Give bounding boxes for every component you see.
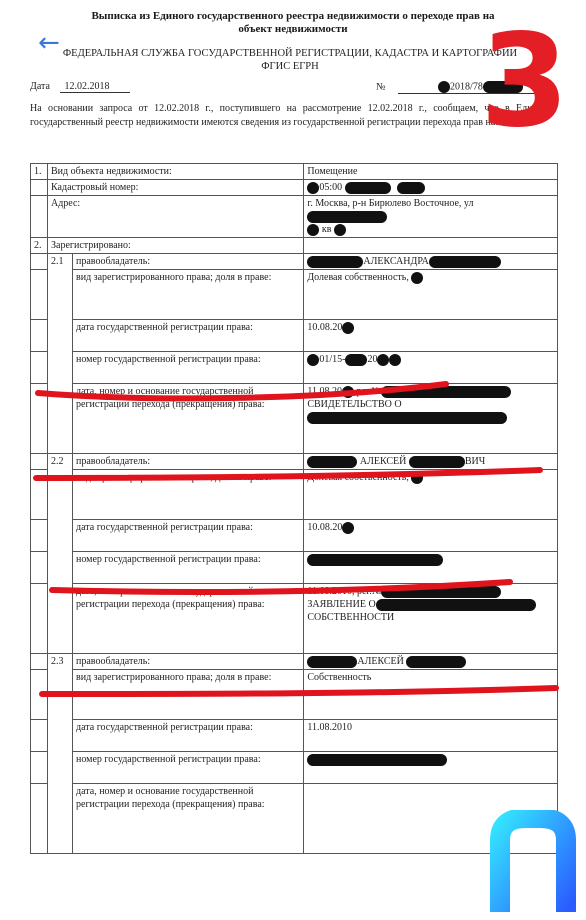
right-type-value: Долевая собственность,	[307, 272, 409, 283]
table-row	[31, 384, 558, 454]
row-label: правообладатель:	[73, 254, 304, 270]
basis-document-2: СОБСТВЕННОСТИ	[307, 612, 395, 623]
row-value	[304, 654, 558, 670]
redaction-mark	[429, 256, 501, 268]
subsection-number: 2.1	[48, 254, 73, 454]
row-value	[304, 384, 558, 454]
row-value	[304, 180, 558, 196]
address-tail: кв	[321, 224, 332, 235]
row-value	[304, 254, 558, 270]
redaction-mark	[334, 224, 346, 236]
row-value: 11.08.2010	[304, 720, 558, 752]
table-row	[31, 720, 558, 752]
redaction-mark	[389, 354, 401, 366]
holder-suffix: ВИЧ	[464, 456, 486, 467]
redaction-mark	[307, 256, 363, 268]
redaction-mark	[307, 354, 319, 366]
row-value	[304, 320, 558, 352]
row-label: вид зарегистрированного права; доля в праве:	[73, 470, 304, 520]
tiktok-style-p-logo-icon	[486, 810, 578, 916]
row-label: Вид объекта недвижимости:	[48, 164, 304, 180]
basis-reg: рег.№	[356, 386, 381, 397]
redaction-mark	[307, 754, 447, 766]
row-value	[304, 352, 558, 384]
overlay-digit: 3	[480, 7, 570, 156]
redaction-mark	[342, 322, 354, 334]
redaction-mark	[307, 412, 507, 424]
right-type-value: Долевая собственность,	[307, 472, 409, 483]
row-value	[304, 520, 558, 552]
table-row	[31, 520, 558, 552]
basis-date: 11.08.2010, рег.№	[307, 586, 382, 597]
arrow-left-icon[interactable]: ←	[38, 28, 60, 58]
table-row	[31, 164, 558, 180]
redaction-mark	[411, 472, 423, 484]
intro-paragraph: На основании запроса от 12.02.2018 г., поступившего на рассмотрение 12.02.2018 г., сообщаем, что в Единый государственный реестр недвижимости имеются сведения из государственной регистрации перехода прав на:	[30, 103, 550, 128]
extract-table	[30, 163, 558, 854]
table-row	[31, 552, 558, 584]
reg-date-value: 10.08.20	[307, 522, 343, 533]
row-label: номер государственной регистрации права:	[73, 752, 304, 784]
holder-name: АЛЕКСАНДРА	[363, 256, 429, 267]
number-label: №	[376, 81, 386, 93]
redaction-mark	[397, 182, 425, 194]
redaction-mark	[307, 656, 357, 668]
row-label: вид зарегистрированного права; доля в праве:	[73, 270, 304, 320]
cadastral-value: 05:00	[319, 182, 343, 193]
agency-line-2: ФГИС ЕГРН	[261, 61, 319, 72]
table-row	[31, 238, 558, 254]
table-row	[31, 470, 558, 520]
row-value	[304, 470, 558, 520]
row-label: дата государственной регистрации права:	[73, 720, 304, 752]
agency-line-1: ФЕДЕРАЛЬНАЯ СЛУЖБА ГОСУДАРСТВЕННОЙ РЕГИСТРАЦИИ, КАДАСТРА И КАРТОГРАФИИ	[62, 48, 518, 59]
address-value: г. Москва, р-н Бирюлево Восточное, ул	[307, 198, 474, 209]
redaction-mark	[377, 354, 389, 366]
holder-name: АЛЕКСЕЙ	[359, 456, 407, 467]
reg-number-mid: 20	[367, 354, 378, 365]
reg-date-value: 10.08.20	[307, 322, 343, 333]
basis-date: 11.08.20	[307, 386, 342, 397]
row-value: Собственность	[304, 670, 558, 720]
row-label: Зарегистрировано:	[48, 238, 304, 254]
row-value: Помещение	[304, 164, 558, 180]
redaction-mark	[381, 386, 511, 398]
row-label: правообладатель:	[73, 454, 304, 470]
redaction-mark	[342, 386, 354, 398]
number-text: 2018/78	[450, 81, 483, 93]
redaction-mark	[307, 182, 319, 194]
redaction-mark	[381, 586, 501, 598]
redaction-mark	[307, 224, 319, 236]
date-value: 12.02.2018	[60, 81, 130, 93]
reg-number-value: 01/15-	[319, 354, 346, 365]
redaction-mark	[345, 182, 391, 194]
redaction-mark	[409, 456, 465, 468]
row-value	[304, 270, 558, 320]
row-label: номер государственной регистрации права:	[73, 552, 304, 584]
row-label: дата государственной регистрации права:	[73, 520, 304, 552]
title-line-2: объект недвижимости	[238, 23, 348, 35]
row-label: правообладатель:	[73, 654, 304, 670]
row-value	[304, 752, 558, 784]
holder-name: АЛЕКСЕЙ	[357, 656, 404, 667]
section-number: 2.	[31, 238, 48, 254]
table-row	[31, 670, 558, 720]
redaction-mark	[342, 522, 354, 534]
agency-name	[30, 47, 550, 73]
row-label: Адрес:	[48, 196, 304, 238]
row-value	[304, 552, 558, 584]
row-label: номер государственной регистрации права:	[73, 352, 304, 384]
row-label: дата, номер и основание государственной регистрации перехода (прекращения) права:	[73, 384, 304, 454]
table-row	[31, 320, 558, 352]
table-row	[31, 254, 558, 270]
row-label: дата, номер и основание государственной регистрации перехода (прекращения) права:	[73, 784, 304, 854]
row-label: дата государственной регистрации права:	[73, 320, 304, 352]
table-row	[31, 196, 558, 238]
redaction-mark	[376, 599, 536, 611]
date-label: Дата	[30, 81, 50, 92]
table-row	[31, 654, 558, 670]
row-value	[304, 584, 558, 654]
table-row	[31, 454, 558, 470]
subsection-number: 2.2	[48, 454, 73, 654]
basis-document: СВИДЕТЕЛЬСТВО О	[307, 399, 402, 410]
row-label: дата, номер и основание государственной регистрации перехода (прекращения) права:	[73, 584, 304, 654]
row-label: вид зарегистрированного права; доля в праве:	[73, 670, 304, 720]
table-row	[31, 752, 558, 784]
section-number: 1.	[31, 164, 48, 180]
date-field	[30, 81, 130, 93]
basis-document: ЗАЯВЛЕНИЕ О	[307, 599, 376, 610]
row-value	[304, 196, 558, 238]
redaction-mark	[307, 554, 443, 566]
table-row	[31, 180, 558, 196]
table-row	[31, 584, 558, 654]
title-line-1: Выписка из Единого государственного реестра недвижимости о переходе прав на	[91, 10, 495, 22]
row-label: Кадастровый номер:	[48, 180, 304, 196]
subsection-number: 2.3	[48, 654, 73, 854]
table-row	[31, 352, 558, 384]
redaction-mark	[406, 656, 466, 668]
redaction-mark	[307, 456, 357, 468]
table-row	[31, 270, 558, 320]
redaction-mark	[411, 272, 423, 284]
redaction-mark	[345, 354, 367, 366]
row-value	[304, 454, 558, 470]
redaction-mark	[307, 211, 387, 223]
table-row	[31, 784, 558, 854]
redaction-mark	[438, 81, 450, 93]
